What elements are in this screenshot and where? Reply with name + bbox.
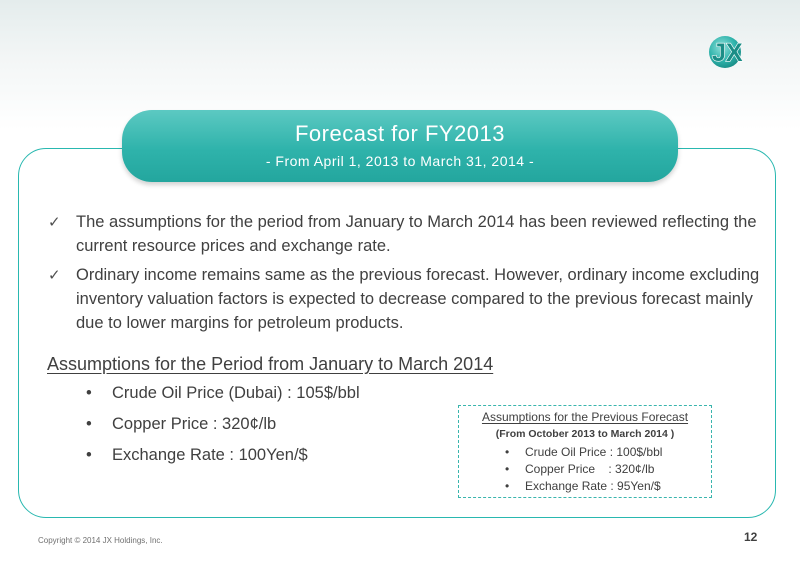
check-item-text: The assumptions for the period from January to March 2014 has been reviewed reflecting the current resource prices and exchange rate. [76,213,757,255]
previous-forecast-box [458,405,712,498]
assumptions-heading: Assumptions for the Period from January to March 2014 [47,354,494,374]
bullet-icon: • [505,479,510,493]
assumptions-list [86,382,360,475]
check-icon: ✓ [48,213,61,231]
bullet-icon: • [505,462,510,476]
copyright: Copyright © 2014 JX Holdings, Inc. [38,536,163,545]
check-item [48,263,768,335]
list-item [503,461,662,478]
list-item [86,382,360,413]
page-title: Forecast for FY2013 [294,121,506,146]
page-number: 12 [744,530,758,544]
assumption-text: Crude Oil Price (Dubai) : 105$/bbl [112,384,360,402]
page-subtitle: - From April 1, 2013 to March 31, 2014 - [265,153,535,169]
list-item [86,444,360,475]
assumption-text: Copper Price : 320¢/lb [112,415,277,433]
previous-forecast-title: Assumptions for the Previous Forecast [481,410,689,424]
check-item [48,210,768,258]
check-item-text: Ordinary income remains same as the previous forecast. However, ordinary income excluding inventory valuation factors is expected to decrease compared to the previous forecast mainly due to lower margins for petroleum products. [76,266,760,332]
bullet-icon: • [86,446,92,464]
title-banner [122,110,678,182]
list-item [503,478,662,495]
previous-forecast-period: (From October 2013 to March 2014 ) [495,428,675,440]
jx-logo [708,33,762,71]
logo-text: JX [712,39,743,67]
previous-item-text: Crude Oil Price : 100$/bbl [525,445,663,459]
previous-forecast-list [503,444,662,495]
list-item [86,413,360,444]
check-icon: ✓ [48,266,61,284]
bullet-icon: • [86,415,92,433]
previous-item-text: Exchange Rate : 95Yen/$ [525,479,661,493]
list-item [503,444,662,461]
previous-item-text: Copper Price : 320¢/lb [525,462,655,476]
assumption-text: Exchange Rate : 100Yen/$ [112,446,308,464]
bullet-icon: • [86,384,92,402]
bullet-icon: • [505,445,510,459]
checklist [48,210,768,340]
